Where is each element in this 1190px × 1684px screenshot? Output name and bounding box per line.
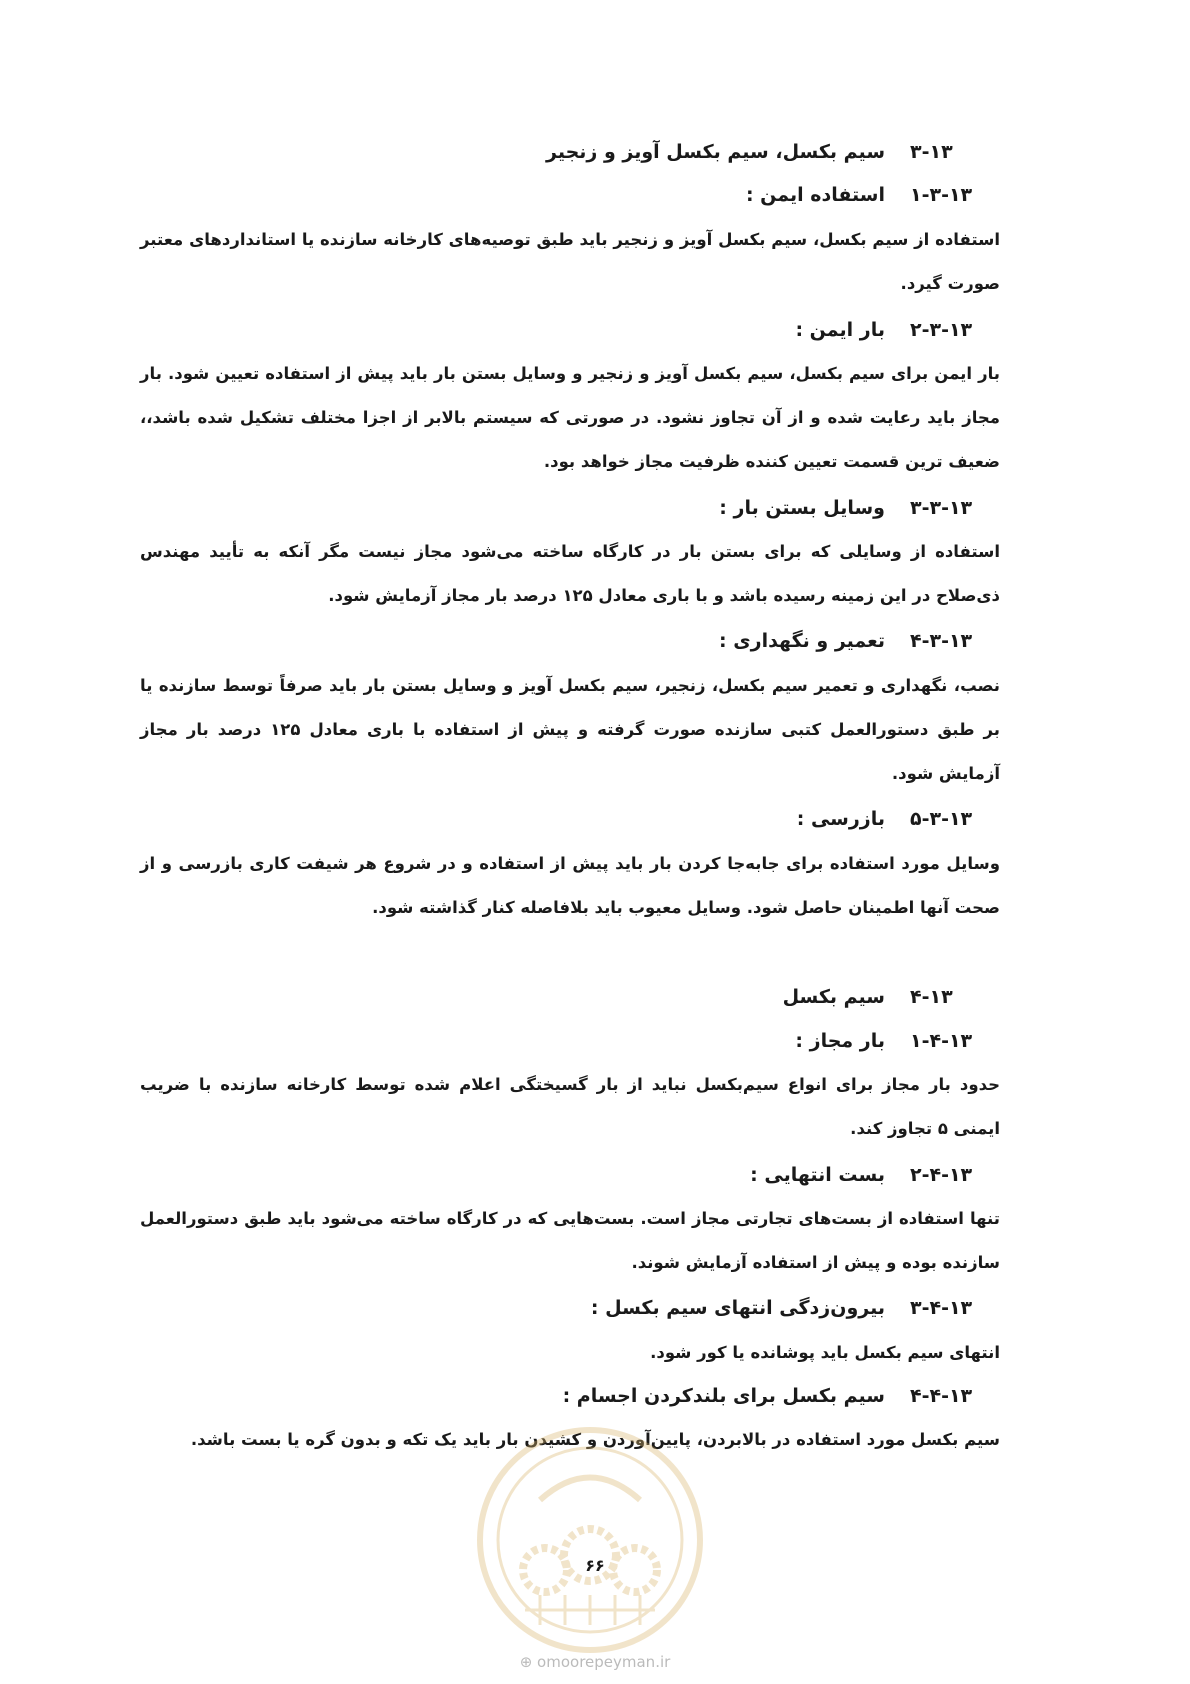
subsection-number: ۴-۳-۱۳ — [910, 630, 973, 652]
subsection-title: بیرون‌زدگی انتهای سیم بکسل : — [590, 1297, 885, 1319]
subsection-title: تعمیر و نگهداری : — [719, 630, 885, 652]
website-watermark — [0, 1653, 1190, 1671]
subsection-title: بازرسی : — [796, 808, 885, 830]
paragraph: بار ایمن برای سیم بکسل، سیم بکسل آویز و زنجیر و وسایل بستن بار باید پیش از استفاده تعیین شود. بار مجاز باید رعایت شده و از آن تجاوز نشود. در صورتی که سیستم بالابر از اجزا مختلف تشکیل شده باشد،، ضعیف ترین قسمت تعیین کننده ظرفیت مجاز خواهد بود. — [140, 364, 1000, 471]
subsection-number: ۲-۴-۱۳ — [910, 1164, 973, 1186]
section-number: ۴-۱۳ — [910, 986, 953, 1008]
subsection-number: ۱-۳-۱۳ — [910, 184, 973, 206]
paragraph: استفاده از وسایلی که برای بستن بار در کارگاه ساخته می‌شود مجاز نیست مگر آنکه به تأیید مهندس ذی‌صلاح در این زمینه رسیده باشد و با باری معادل ۱۲۵ درصد بار مجاز آزمایش شود. — [140, 542, 1000, 605]
subsection-number: ۴-۴-۱۳ — [910, 1385, 973, 1407]
paragraph: وسایل مورد استفاده برای جابه‌جا کردن بار باید پیش از استفاده و در شروع هر شیفت کاری بازرسی و از صحت آنها اطمینان حاصل شود. وسایل معیوب باید بلافاصله کنار گذاشته شود. — [140, 854, 1000, 917]
subsection-title: بست انتهایی : — [750, 1164, 885, 1186]
paragraph: حدود بار مجاز برای انواع سیم‌بکسل نباید از بار گسیختگی اعلام شده توسط کارخانه سازنده با ضریب ایمنی ۵ تجاوز کند. — [140, 1075, 1000, 1138]
page-number: ۶۶ — [585, 1556, 605, 1575]
paragraph: سیم بکسل مورد استفاده در بالابردن، پایین‌آوردن و کشیدن بار باید یک تکه و بدون گره یا بست باشد. — [190, 1430, 1000, 1449]
globe-icon: ⊕ — [519, 1653, 533, 1671]
subsection-number: ۲-۳-۱۳ — [910, 319, 973, 341]
paragraph: استفاده از سیم بکسل، سیم بکسل آویز و زنجیر باید طبق توصیه‌های کارخانه سازنده یا استانداردهای معتبر صورت گیرد. — [140, 230, 1000, 293]
subsection-title: وسایل بستن بار : — [719, 497, 885, 519]
section-title: سیم بکسل — [782, 986, 885, 1008]
subsection-number: ۳-۴-۱۳ — [910, 1297, 973, 1319]
watermark-seal-icon — [470, 1420, 710, 1660]
paragraph: انتهای سیم بکسل باید پوشانده یا کور شود. — [650, 1343, 1000, 1362]
paragraph: تنها استفاده از بست‌های تجارتی مجاز است. بست‌هایی که در کارگاه ساخته می‌شود باید طبق دستورالعمل سازنده بوده و پیش از استفاده آزمایش شوند. — [140, 1209, 1000, 1272]
subsection-number: ۱-۴-۱۳ — [910, 1030, 973, 1052]
subsection-number: ۵-۳-۱۳ — [910, 808, 973, 830]
section-number: ۳-۱۳ — [910, 141, 953, 163]
paragraph: نصب، نگهداری و تعمیر سیم بکسل، زنجیر، سیم بکسل آویز و وسایل بستن بار باید صرفاً توسط سازنده یا بر طبق دستورالعمل کتبی سازنده صورت گرفته و پیش از استفاده با باری معادل ۱۲۵ درصد بار مجاز آزمایش شود. — [140, 676, 1001, 783]
subsection-title: استفاده ایمن : — [745, 184, 885, 206]
subsection-title: بار مجاز : — [795, 1030, 885, 1052]
subsection-title: بار ایمن : — [795, 319, 885, 341]
website-text: omoorepeyman.ir — [537, 1653, 671, 1671]
subsection-title: سیم بکسل برای بلندکردن اجسام : — [562, 1385, 885, 1407]
section-title: سیم بکسل، سیم بکسل آویز و زنجیر — [546, 141, 885, 163]
subsection-number: ۳-۳-۱۳ — [910, 497, 973, 519]
